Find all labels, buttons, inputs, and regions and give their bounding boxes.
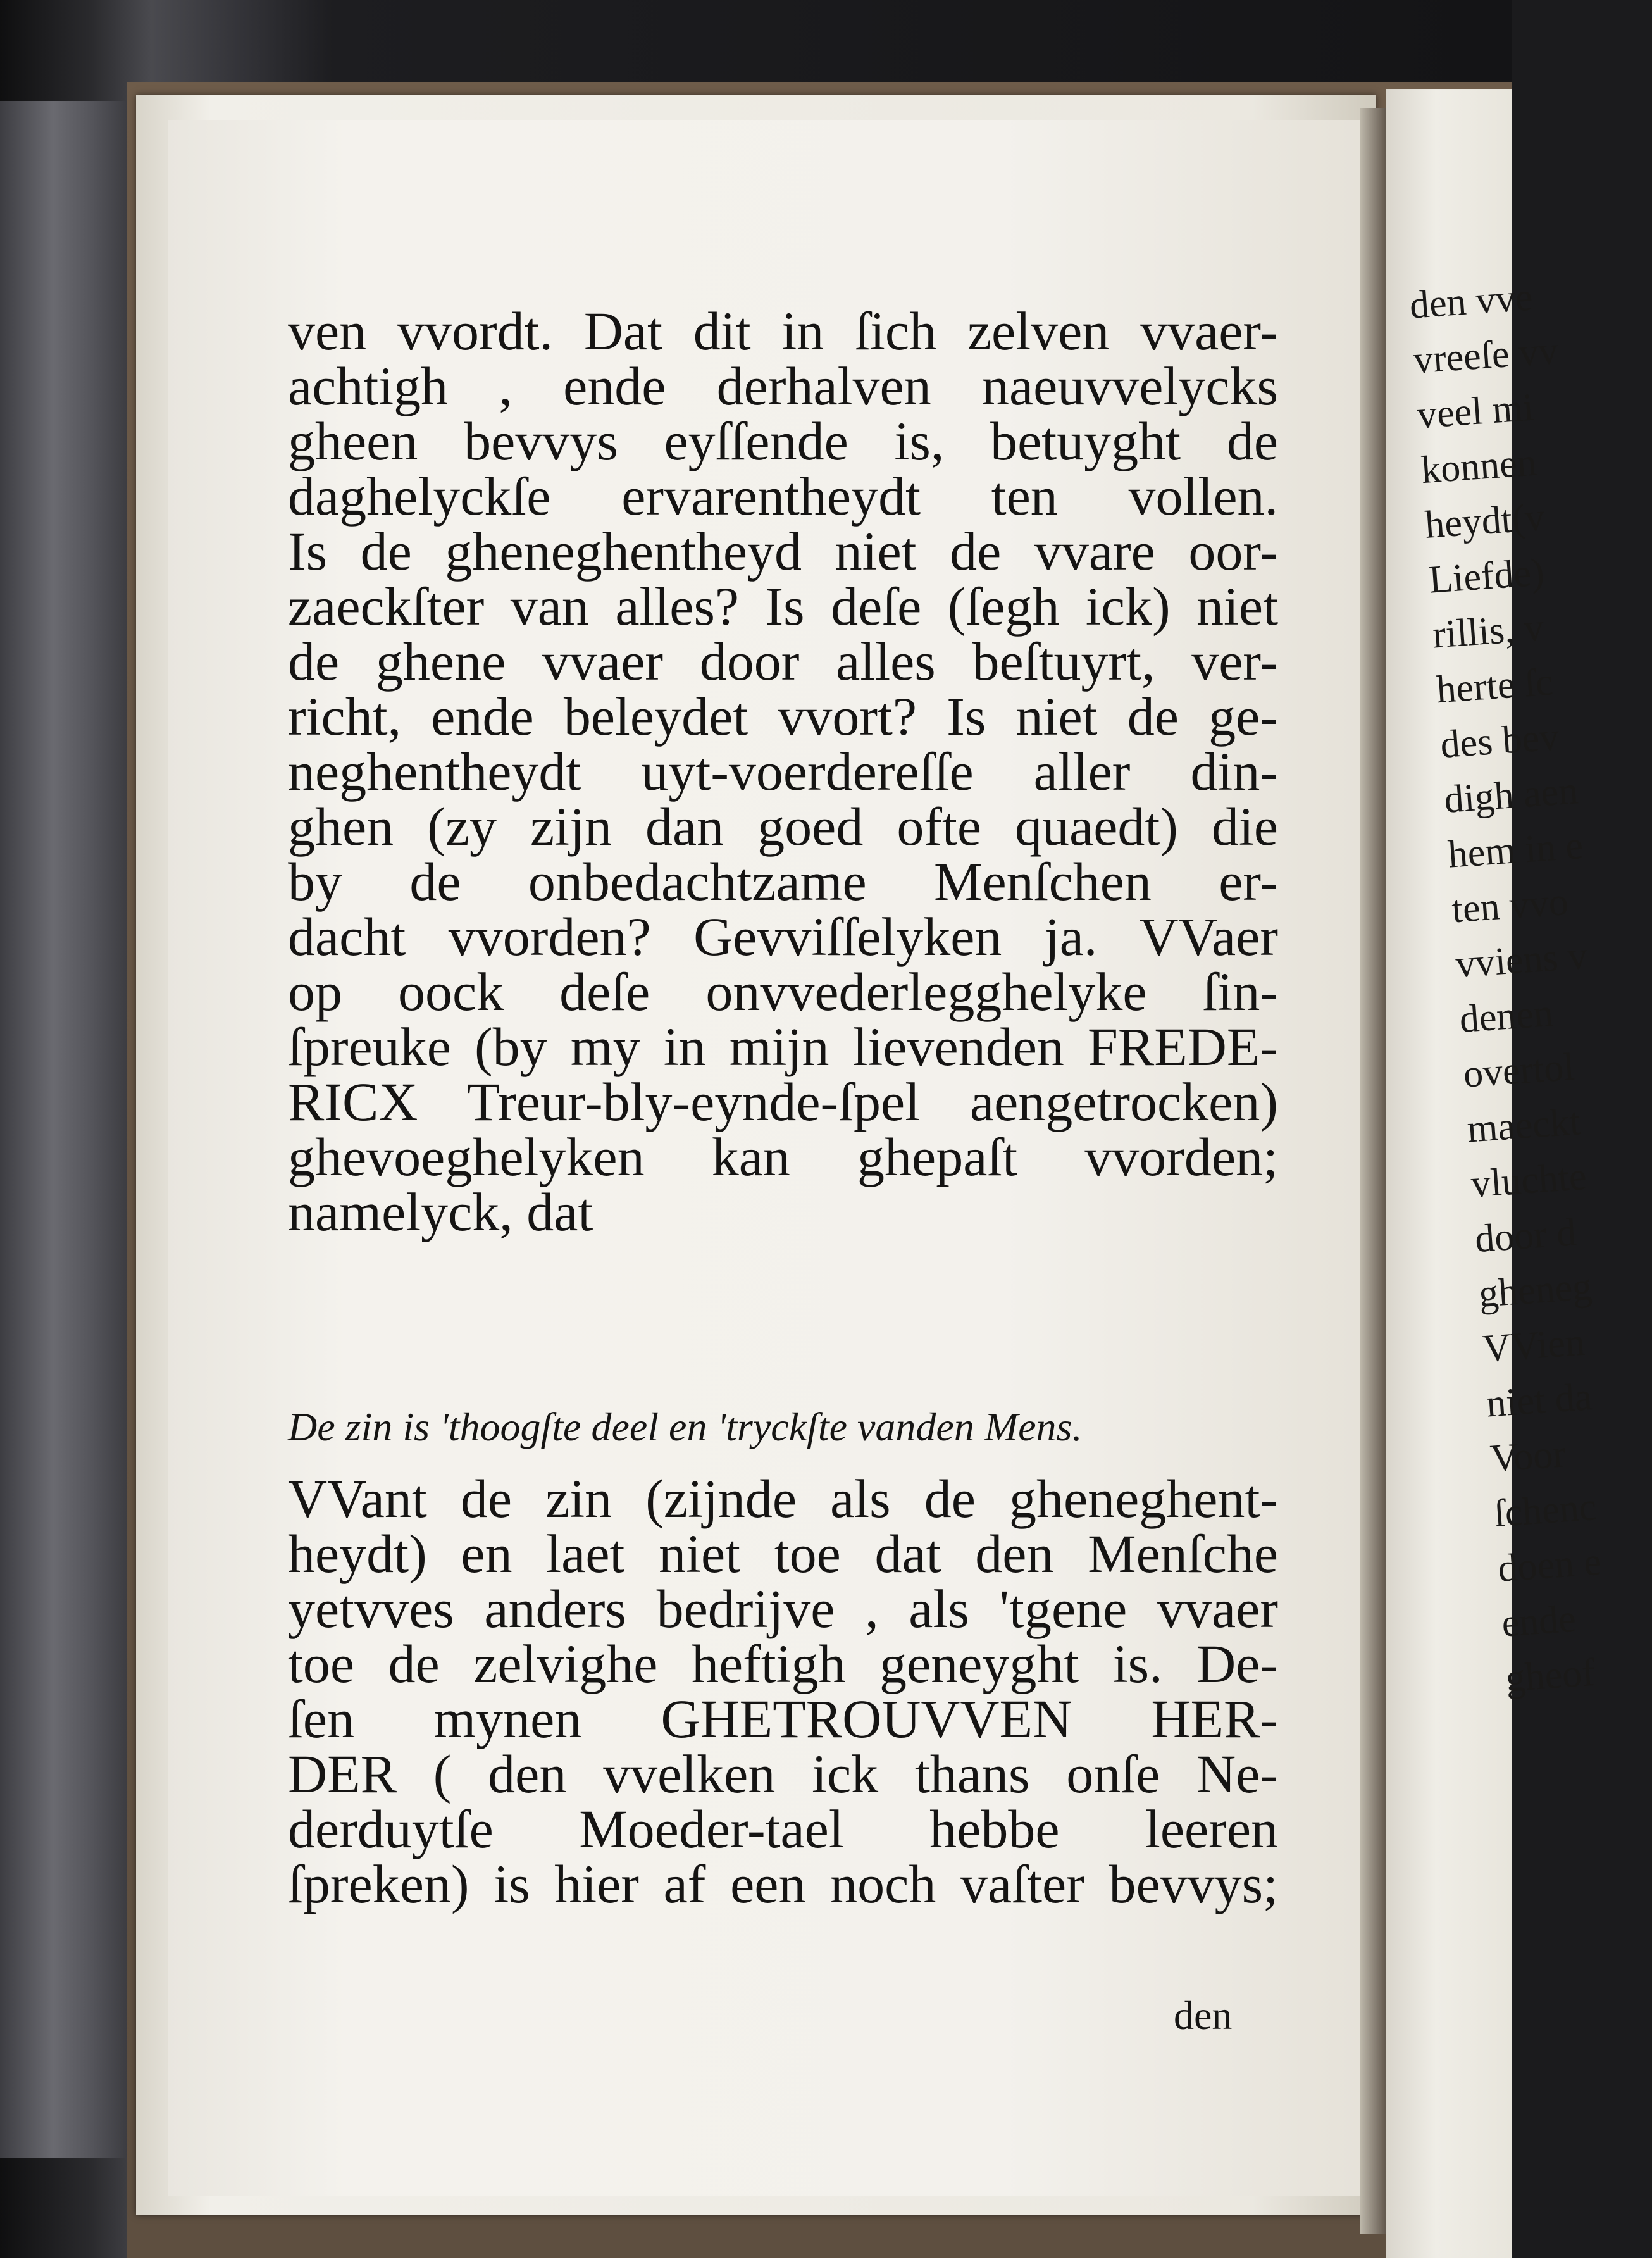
text-line: daghelyckſe ervarentheydt ten vollen.: [288, 466, 1278, 527]
text-line: ſpreken) is hier af een noch vaſter bevvys;: [288, 1854, 1278, 1914]
text-line: doen e: [1496, 1540, 1603, 1590]
text-line: VVant de zin (zijnde als de gheneghent-: [288, 1468, 1278, 1529]
text-line: Voor: [1489, 1432, 1567, 1481]
text-line: ten vvo: [1450, 880, 1570, 932]
text-line: Is de gheneghentheyd niet de vvare oor-: [288, 521, 1278, 582]
text-line: veel mi: [1415, 385, 1536, 437]
text-line: gheof: [1504, 1650, 1596, 1700]
text-line: op oock deſe onvvederlegghelyke ſin-: [288, 961, 1278, 1022]
text-line: achtigh , ende derhalven naeuvvelycks: [288, 356, 1278, 416]
text-line: VVien: [1481, 1320, 1586, 1371]
text-line: konnen: [1419, 440, 1538, 492]
text-line: ghen (zy zijn dan goed ofte quaedt) die: [288, 796, 1278, 857]
text-line: ende: [1500, 1597, 1577, 1645]
text-line: dacht vvorden? Gevviſſelyken ja. VVaer: [288, 906, 1278, 967]
text-line: ſpreuke (by my in mijn lievenden FREDE-: [288, 1016, 1278, 1077]
text-line: de ghene vvaer door alles beſtuyrt, ver-: [288, 631, 1278, 692]
text-line: yetvves anders bedrijve , als 'tgene vvaer: [288, 1578, 1278, 1639]
text-line: des bev: [1439, 715, 1561, 767]
text-line: ven vvordt. Dat dit in ſich zelven vvaer-: [288, 301, 1278, 361]
paragraph-2: [288, 1468, 1278, 1914]
text-line: by de onbedachtzame Menſchen er-: [288, 851, 1278, 912]
text-line: namelyck, dat: [288, 1182, 593, 1242]
text-line: digh aen: [1443, 769, 1580, 821]
text-line: neghentheydt uyt-voerdereſſe aller din-: [288, 741, 1278, 802]
text-line: maeckt: [1465, 1100, 1582, 1151]
text-line: toe de zelvighe heftigh geneyght is. De-: [288, 1633, 1278, 1694]
text-line: ghevoeghelyken kan ghepaſt vvorden;: [288, 1126, 1278, 1187]
text-line: ſchenc: [1493, 1485, 1598, 1536]
text-line: overtol: [1462, 1045, 1576, 1096]
text-line: DER ( den vvelken ick thans onſe Ne-: [288, 1743, 1278, 1804]
text-line: zaeckſter van alles? Is deſe (ſegh ick) niet: [288, 576, 1278, 637]
text-line: vreeſe vv: [1412, 328, 1560, 382]
text-line: gheen bevvys eyſſende is, betuyght de: [288, 411, 1278, 471]
text-line: vviens v: [1454, 933, 1589, 987]
text-line: Liefde): [1427, 551, 1546, 602]
text-line: gheneg: [1477, 1264, 1594, 1316]
text-line: hem in e: [1446, 823, 1585, 876]
text-line: richt, ende beleydet vvort? Is niet de ge-: [288, 686, 1278, 747]
paragraph-1: [288, 301, 1278, 1242]
text-line: herte ſc: [1435, 660, 1555, 712]
text-line: heydt) en laet niet toe dat den Menſche: [288, 1523, 1278, 1584]
text-line: door d: [1473, 1211, 1578, 1261]
text-line: denen: [1458, 991, 1555, 1042]
text-line: ſen mynen GHETROUVVEN HER-: [288, 1688, 1278, 1749]
text-line: vluchte: [1469, 1154, 1588, 1206]
text-line: den vve: [1408, 275, 1534, 327]
text-line: heydt(v: [1423, 495, 1546, 547]
text-line: rillis, v: [1431, 606, 1546, 657]
catchword: den: [1174, 1993, 1233, 2038]
text-line: derduytſe Moeder-tael hebbe leeren: [288, 1799, 1278, 1859]
text-line: RICX Treur-bly-eynde-ſpel aengetrocken): [288, 1071, 1278, 1132]
motto: De zin is 'thoogſte deel en 'tryckſte vanden Mens.: [288, 1404, 1083, 1449]
text-line: niet da: [1485, 1375, 1594, 1426]
